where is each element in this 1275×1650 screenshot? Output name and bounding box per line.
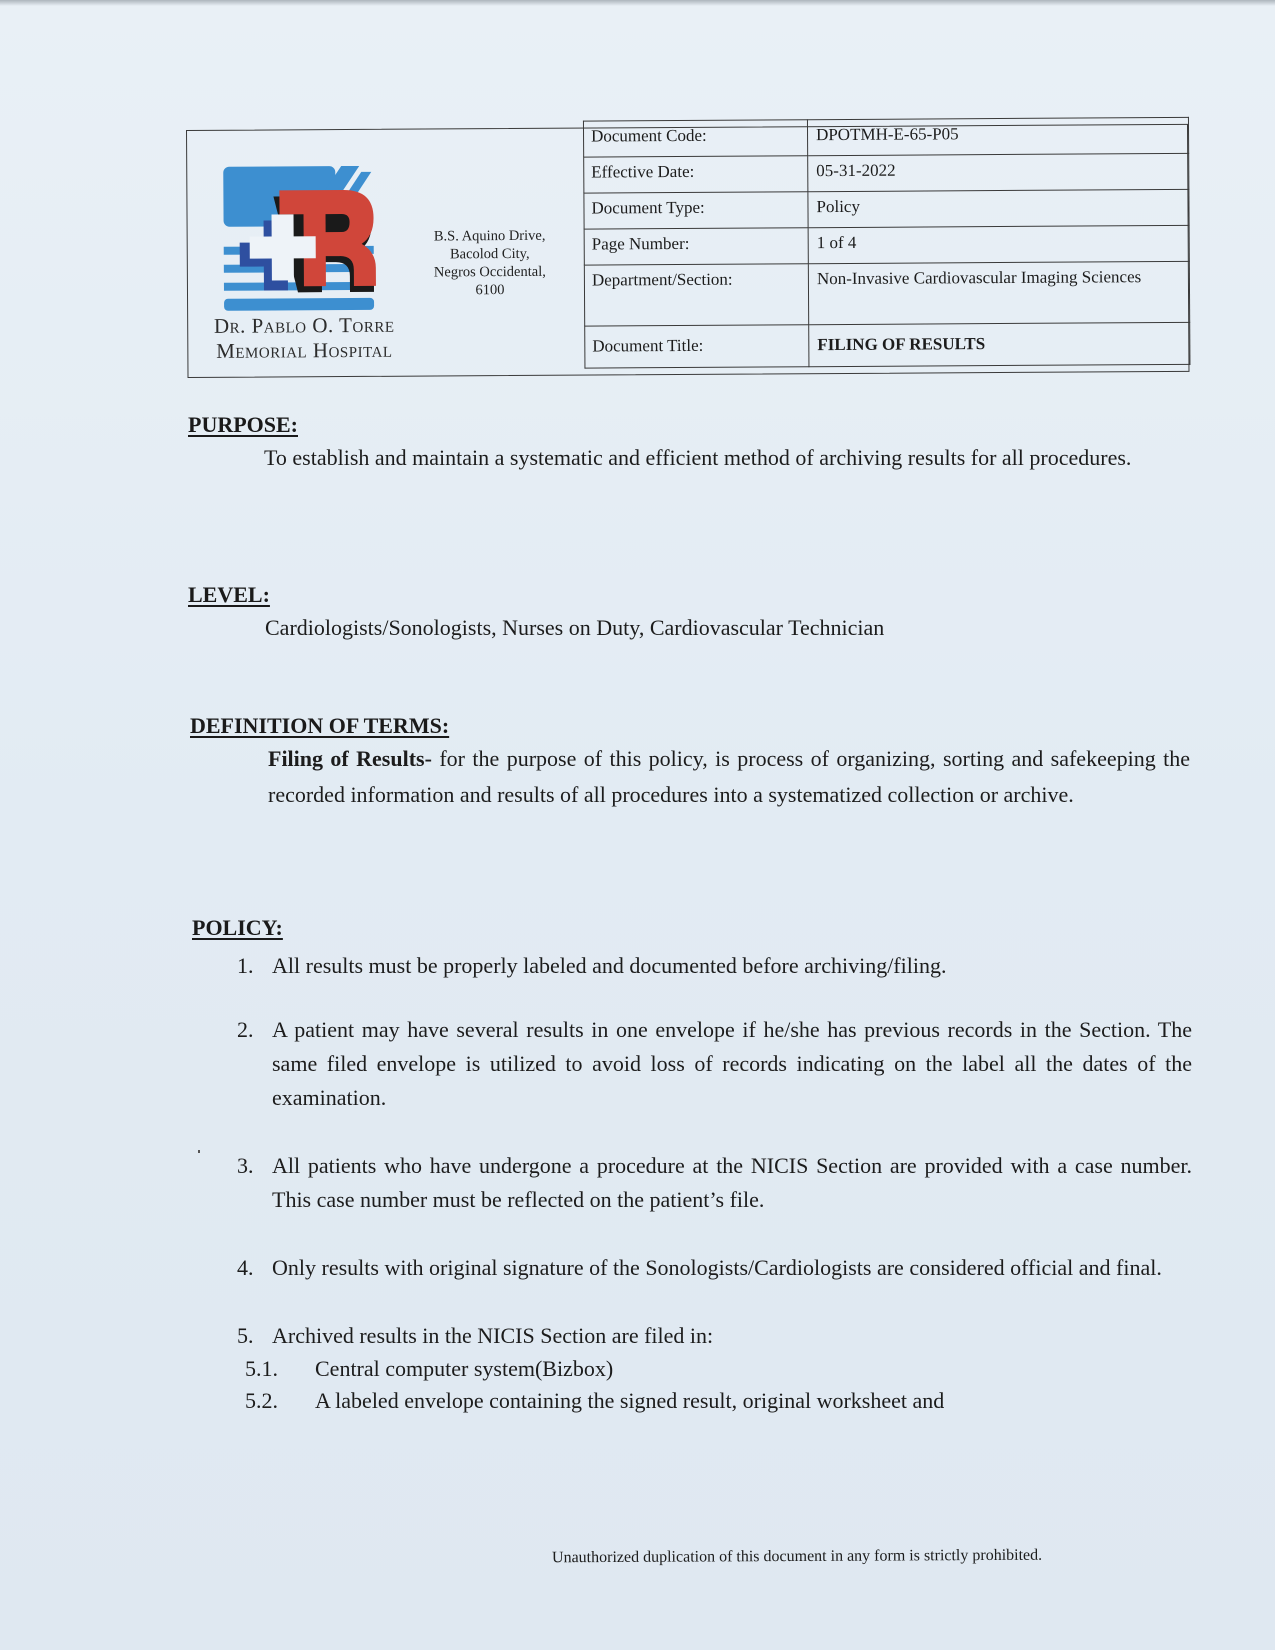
meta-value-document-title: FILING OF RESULTS: [809, 322, 1190, 366]
meta-row-document-code: [583, 117, 1188, 157]
meta-label: Department/Section:: [584, 264, 808, 326]
level-section: [188, 582, 1188, 646]
policy-item-number: 2.: [237, 1017, 254, 1042]
policy-item-number: 5.: [237, 1323, 254, 1348]
meta-value-effective-date: 05-31-2022: [808, 153, 1189, 191]
policy-item-1: [237, 949, 1192, 983]
hospital-address: [410, 227, 570, 300]
subitem-text: A labeled envelope containing the signed result, original worksheet and: [315, 1388, 945, 1413]
definition-section: [190, 713, 1190, 813]
meta-row-page-number: [584, 225, 1189, 265]
policy-heading: POLICY:: [192, 915, 283, 940]
policy-subitem-5-2: [237, 1385, 1192, 1417]
meta-row-document-type: [584, 189, 1189, 229]
policy-item-4: [237, 1251, 1192, 1285]
meta-value-page-number: 1 of 4: [808, 225, 1189, 263]
policy-list: [237, 949, 1192, 1417]
document-header: [186, 124, 1189, 378]
address-line: 6100: [475, 282, 505, 299]
purpose-heading: PURPOSE:: [188, 412, 298, 437]
subitem-text: Central computer system(Bizbox): [315, 1356, 614, 1381]
policy-item-text: All patients who have undergone a procedure at the NICIS Section are provided with a case number. This case number must be reflected on the patient’s file.: [272, 1153, 1192, 1212]
meta-label: Page Number:: [584, 228, 808, 265]
hospital-logo-icon: [221, 162, 378, 313]
meta-row-effective-date: [584, 153, 1189, 193]
level-text: Cardiologists/Sonologists, Nurses on Duty, Cardiovascular Technician: [265, 615, 885, 640]
policy-item-3: [237, 1149, 1192, 1217]
policy-item-text: All results must be properly labeled and documented before archiving/filing.: [272, 953, 947, 978]
purpose-section: [188, 412, 1188, 476]
definition-heading: DEFINITION OF TERMS:: [190, 713, 450, 738]
meta-row-document-title: [585, 322, 1190, 368]
definition-body: for the purpose of this policy, is process of organizing, sorting and safekeeping the recorded information and results of all procedures into a systematized collection or archive.: [268, 746, 1190, 807]
meta-value-document-type: Policy: [808, 189, 1189, 227]
policy-item-text: Archived results in the NICIS Section are filed in:: [272, 1323, 714, 1348]
policy-item-2: [237, 1013, 1192, 1115]
hospital-name-line2: Memorial Hospital: [216, 337, 393, 363]
policy-item-number: 1.: [237, 953, 254, 978]
meta-label: Effective Date:: [584, 156, 808, 193]
hospital-name: [194, 313, 414, 364]
document-meta-table: [583, 117, 1191, 369]
policy-subitem-5-1: [237, 1353, 1192, 1385]
policy-item-text: Only results with original signature of the Sonologists/Cardiologists are considered official and final.: [272, 1255, 1162, 1280]
footer-disclaimer: Unauthorized duplication of this document in any form is strictly prohibited.: [551, 1546, 1043, 1567]
definition-text: [190, 741, 1190, 813]
meta-label: Document Title:: [585, 325, 809, 368]
meta-label: Document Type:: [584, 192, 808, 229]
policy-item-number: 3.: [237, 1153, 254, 1178]
purpose-text: To establish and maintain a systematic and efficient method of archiving results for all procedures.: [264, 445, 1132, 470]
definition-term: Filing of Results-: [268, 746, 432, 771]
scan-edge-shadow: [0, 0, 1275, 6]
meta-value-document-code: DPOTMH-E-65-P05: [807, 117, 1188, 155]
meta-row-department: [584, 261, 1189, 326]
policy-item-number: 4.: [237, 1255, 254, 1280]
level-heading: LEVEL:: [188, 582, 270, 607]
meta-value-department: Non-Invasive Cardiovascular Imaging Sciences: [808, 261, 1189, 324]
hospital-branding: [187, 129, 586, 377]
policy-heading-wrap: [192, 915, 1192, 941]
address-line: B.S. Aquino Drive,: [433, 227, 546, 245]
address-line: Negros Occidental,: [433, 263, 546, 281]
address-line: Bacolod City,: [449, 245, 530, 263]
policy-item-text: A patient may have several results in one envelope if he/she has previous records in the Section. The same filed envelope is utilized to avoid loss of records indicating on the label all the dates of the examination.: [272, 1017, 1192, 1110]
meta-label: Document Code:: [583, 120, 807, 157]
subitem-number: 5.1.: [245, 1356, 278, 1381]
policy-item-5: [237, 1319, 1192, 1353]
subitem-number: 5.2.: [245, 1388, 278, 1413]
stray-ink-mark: [198, 1150, 200, 1153]
hospital-name-line1: Dr. Pablo O. Torre: [213, 312, 395, 338]
